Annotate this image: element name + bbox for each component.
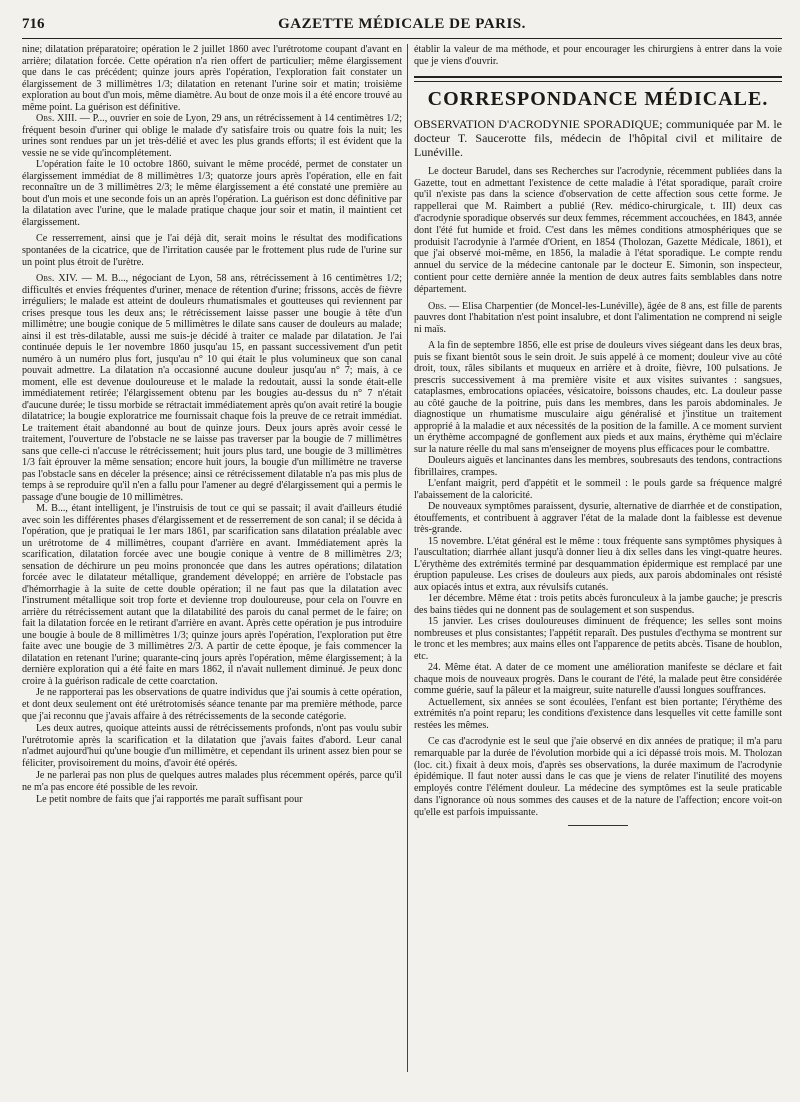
header-rule — [22, 38, 782, 39]
column-divider — [407, 44, 408, 1072]
observation-heading: OBSERVATION D'ACRODYNIE SPORADIQUE; communiquée par M. le docteur T. Saucerotte fils, médecin de l'hôpital civil et militaire de Lunéville. — [414, 116, 782, 160]
observation-text: — M. B..., négociant de Lyon, 58 ans, rétrécissement à 16 centimètres 1/2; difficultés et envies fréquentes d'uriner, menace de rétention d'urine; frissons, accès de fièvre irréguliers; le malade est atteint de douleurs rhumatismales et goutteuses qui reviennent par crises presque tous les deux ans; le rétrécissement laisse passer une bougie à tête d'un millimètre; une bougie conique de 5 millimètres le dilate sans causer de douleurs au malade; ainsi il est très-dilatable, aussi me suis-je décidé à traiter ce malade par dilatation. Je l'ai continuée depuis le 1er novembre 1860 jusqu'au 15, en passant successivement d'un petit numéro à un numéro plus fort, jusqu'au n° 10 qui était le plus volumineux que son canal pouvait admettre. La dilatation n'a occasionné aucune douleur jusqu'au n° 7; mais, à ce moment, elle est devenue douloureuse et le malade la redoutait, aussi la sonde était-elle immédiatement retirée; l'élargissement obtenu par les bougies au-dessus du n° 7 n'était d'aucune durée; le tissu morbide se rétractait immédiatement après qu'on avait retiré la bougie dilatatrice; la bougie exploratrice me fournissait chaque fois la preuve de ce retrait immédiat. Le traitement était abandonné au bout de quinze jours. Deux jours après avoir cessé le traitement, l'ouverture de l'obstacle ne se laisse pas traverser par la bougie de 7 millimètres sans que celle-ci n'accuse le rétrécissement; huit jours plus tard, une bougie de 3 millimètres 1/3 fait éprouver la même sensation; encore huit jours, la bougie d'un millimètre ne traverse pas l'obstacle sans en déceler la présence; ainsi ce rétrécissement dilatable n'a pas mis plus de temps à se reproduire qu'il n'en a fallu pour l'amener au degré d'élargissement qui a permis le passage d'une bougie de 10 millimètres. — [22, 273, 402, 503]
page-number: 716 — [22, 16, 45, 32]
paragraph: A la fin de septembre 1856, elle est prise de douleurs vives siégeant dans les deux bras, puis se fixant bientôt sous le sein droit. Je suis appelé à ce moment; douleur vive au côté droit, toux, râles sibilants et muqueux en arrière et à droite, fièvre, 100 pulsations. Je prescris successivement à ma première visite et aux visites suivantes : sangsues, cataplasmes, embrocations opiacées, vésicatoire, boissons chaudes, etc. La douleur passe au côté gauche de la poitrine, puis dans les membres, dans les parois abdominales. Je diagnostique un rhumatisme musculaire aigu généralisé et j'institue un traitement approprié à la maladie et aux nécessités de la position de la famille. A ce moment survient un érythème accompagné de gonflement aux pieds et aux mains, érythème qui m'éclaire sur la nature réelle du mal sans m'enseigner de moyens plus efficaces pour le combattre. — [414, 340, 782, 455]
right-column — [414, 44, 782, 1072]
page-header — [22, 14, 782, 36]
paragraph: Ce resserrement, ainsi que je l'ai déjà dit, serait moins le résultat des modifications spontanées de la cicatrice, que de l'irritation causée par le frottement plus rude de l'urine sur un point plus étroit de l'urètre. — [22, 233, 402, 268]
end-rule — [568, 825, 628, 826]
left-column — [22, 44, 402, 1072]
observation-label: Obs. XIV. — [36, 273, 78, 285]
paragraph: Douleurs aiguës et lancinantes dans les membres, soubresauts des tendons, contractions fibrillaires, crampes. — [414, 455, 782, 478]
paragraph: Ce cas d'acrodynie est le seul que j'aie observé en dix années de pratique; il m'a paru remarquable par la durée de l'évolution morbide qui a ici dépassé trois mois. M. Tholozan (loc. cit.) fixait à deux mois, d'après ses observations, la durée maximum de l'acrodynie épidémique. Il faut noter aussi dans le cas que je viens de relater l'inutilité des moyens employés contre l'élément douleur. La médecine des symptômes est la seule praticable dans l'ignorance où nous sommes des causes et de la nature de l'affection; encore voit-on qu'elle est parfois impuissante. — [414, 736, 782, 818]
paragraph: De nouveaux symptômes paraissent, dysurie, alternative de diarrhée et de constipation, étouffements, et contribuent à aggraver l'état de la malade dont la faiblesse est devenue très-grande. — [414, 501, 782, 536]
paragraph: Actuellement, six années se sont écoulées, l'enfant est bien portante; l'érythème des extrémités n'a point reparu; les conditions d'existence dans lesquelles vit cette famille sont restées les mêmes. — [414, 696, 782, 731]
section-title: CORRESPONDANCE MÉDICALE. — [427, 87, 769, 110]
observation-14 — [22, 273, 402, 503]
section-rule — [414, 76, 782, 78]
paragraph: 1er décembre. Même état : trois petits abcès furonculeux à la jambe gauche; je prescris des bains tièdes qui ne donnent pas de soulagement et son suspendus. — [414, 593, 782, 616]
paragraph: 15 novembre. L'état général est le même : toux fréquente sans symptômes physiques à l'auscultation; diarrhée allant jusqu'à donner lieu à dix selles dans les vingt-quatre heures. L'érythème des extrémités terminé par desquammation épidermique est remplacé par une éruption papuleuse. Les crises de douleurs aux pieds, aux parois abdominales ont résisté aux opiacés intus et extra, aux révulsifs cutanés. — [414, 535, 782, 593]
paragraph: L'enfant maigrit, perd d'appétit et le sommeil : le pouls garde sa fréquence malgré l'abaissement de la caloricité. — [414, 478, 782, 501]
observation-text: — P..., ouvrier en soie de Lyon, 29 ans, un rétrécissement à 14 centimètres 1/2; fréquent besoin d'uriner qui oblige le malade d'y satisfaire trois ou quatre fois la nuit; les urines sont rendues par un jet très-délié et avec les plus grands efforts; il est évident que la vessie ne se vide qu'incomplétement. — [22, 113, 402, 159]
paragraph: L'opération faite le 10 octobre 1860, suivant le même procédé, permet de constater un élargissement immédiat de 8 millimètres 1/3; quatorze jours après l'opération, elle en fait reconnaître un de 3 millimètres 2/3; le même élargissement a été constaté une première au bout d'un mois et une seconde fois un an après l'opération. La guérison est donc définitive par la dilatation avec l'urine, que le malade pratique chaque jour soir et matin, il maintient cet élargissement. — [22, 159, 402, 228]
section-rule — [414, 81, 782, 82]
paragraph: établir la valeur de ma méthode, et pour encourager les chirurgiens à entrer dans la voie que je viens d'ouvrir. — [414, 44, 782, 67]
paragraph: Je ne parlerai pas non plus de quelques autres malades plus récemment opérés, parce qu'il ne m'a pas encore été possible de les revoir. — [22, 769, 402, 793]
paragraph: nine; dilatation préparatoire; opération le 2 juillet 1860 avec l'urétrotome coupant d'avant en arrière; dilatation forcée. Cette opération n'a rien offert de particulier; même élargissement que dans le cas précédent; quinze jours après l'opération, l'exploration fait constater un élargissement de 3 millimètres 1/3; dilatation en retenant l'urine soir et matin; troisième exploration au bout d'un mois, même diamètre. Au bout de onze mois il a été encore trouvé au même point. La guérison est définitive. — [22, 44, 402, 113]
observation — [414, 301, 782, 336]
observation-13 — [22, 113, 402, 159]
paragraph: Le docteur Barudel, dans ses Recherches sur l'acrodynie, récemment publiées dans la Gazette, tout en admettant l'existence de cette maladie à l'état sporadique, paraît croire qu'il n'existe pas dans la science d'observation de cette affection sous cette forme. Je rappellerai que M. Raimbert a publié (Rev. médico-chirurgicale, t. III) deux cas d'acrodynie sporadique observés sur deux femmes, récemment accouchées, en 1843, année dont l'été fut humide et froid. C'est dans les mêmes conditions atmosphériques que se produisit l'acrodynie à l'armée d'Orient, en 1854 (Tholozan, Gazette Médicale, 1861), et que j'ai observé moi-même, en 1856, la maladie à l'état sporadique. Le compte rendu annuel du service de la médecine cantonale par le docteur E. Simonin, son inspecteur, contient pour cette dernière année la mention de deux autres faits semblables dans notre département. — [414, 165, 782, 295]
journal-title: GAZETTE MÉDICALE DE PARIS. — [278, 16, 526, 32]
paragraph: 24. Même état. A dater de ce moment une amélioration manifeste se déclare et fait chaque mois de nouveaux progrès. Dans le courant de l'été, la malade peut être considérée comme guérie, sauf la pâleur et la maigreur, suite naturelle d'aussi longues souffrances. — [414, 662, 782, 697]
paragraph: 15 janvier. Les crises douloureuses diminuent de fréquence; les selles sont moins nombreuses et plus consistantes; l'appétit reparaît. Des pustules d'ecthyma se montrent sur le tronc et les membres; aux mains elles ont l'apparence de petits abcès. Tisane de houblon, etc. — [414, 616, 782, 662]
paragraph: Les deux autres, quoique atteints aussi de rétrécissements profonds, n'ont pas voulu subir l'urétrotomie après la scarification et la dilatation que j'avais faites d'abord. Leur canal n'admet aujourd'hui qu'une bougie d'un millimètre, et cependant ils urinent assez bien pour se féliciter, provisoirement du moins, d'avoir été opérés. — [22, 722, 402, 770]
observation-text: — Elisa Charpentier (de Moncel-les-Lunéville), âgée de 8 ans, est fille de parents pauvres dont l'habitation n'est point insalubre, et dont l'alimentation ne comprend ni seigle ni maïs. — [414, 300, 782, 335]
observation-label: Obs. XIII. — [36, 113, 78, 124]
observation-label: Obs. — [428, 300, 447, 312]
paragraph: Je ne rapporterai pas les observations de quatre individus que j'ai soumis à cette opération, et dont deux seulement ont été urétrotomisés séance tenante par ma première méthode, parce que j'ai reconnu que j'avais affaire à des rétrécissements de la seconde catégorie. — [22, 687, 402, 722]
paragraph: M. B..., étant intelligent, je l'instruisis de tout ce qui se passait; il avait d'ailleurs étudié avec soin les différentes phases d'élargissement et de resserrement de son canal; il se décida à l'opération, que je pratiquai le 1er mars 1861, par scarification sans dilatation préalable avec un urétrotome de 4 millimètres, coupant d'arrière en avant. Immédiatement après la scarification, dilatation forcée avec une bougie conique à ventre de 8 millimètres 2/3; sensation de déchirure un peu moins prononcée que dans les autres opérations; dilatation forcée avec le dilatateur métallique, grandement développé; en arrière de l'obstacle pas d'hémorrhagie à la suite de cette double opération; il ne faut pas que la dilatation avec l'instrument métallique soit trop forte et devienne trop douloureuse, pour cela on l'ouvre en arrière du rétrécissement autant que la dilatabilité des parois du canal permet de le faire; on fait la dilatation forcée en le retirant d'arrière en avant. Après cette opération je pus introduire une bougie à boule de 8 millimètres 1/3; quinze jours après l'opération, l'exploration put être faite avec une bougie de 3 millimètres 2/3. A partir de cette époque, je fais commencer la dilatation en retenant l'urine; quarante-cinq jours après l'opération, même élargissement; à la dernière exploration qui a été faite en mars 1862, il n'avait nullement diminué. Je peux donc croire à la guérison radicale de cette coarctation. — [22, 503, 402, 687]
paragraph: Le petit nombre de faits que j'ai rapportés me paraît suffisant pour — [36, 793, 303, 805]
